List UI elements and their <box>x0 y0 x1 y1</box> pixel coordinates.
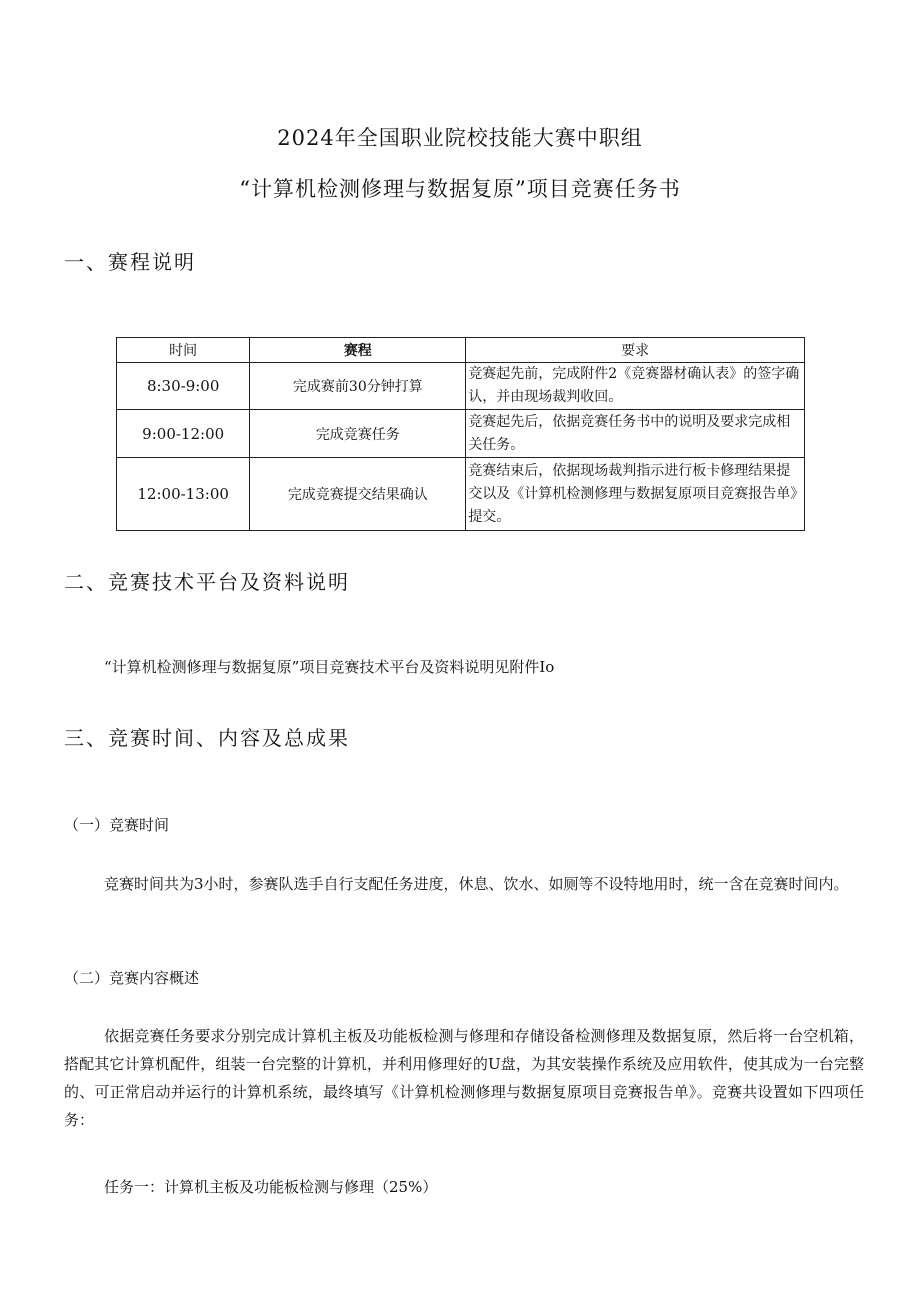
section3-heading: 三、竞赛时间、内容及总成果 <box>64 726 350 750</box>
doc-title-line2: “计算机检测修理与数据复原”项目竞赛任务书 <box>239 177 681 201</box>
sub2-paragraph: 依据竞赛任务要求分别完成计算机主板及功能板检测与修理和存储设备检测修理及数据复原，然后将一台空机箱，搭配其它计算机配件，组装一台完整的计算机，并利用修理好的U盘，为其安装操作系统及应用软件，使其成为一台完整的、可正常启动并运行的计算机系统，最终填写《计算机检测修理与数据复原项目竞赛报告单》。竞赛共设置如下四项任务： <box>64 1027 864 1129</box>
header-requirement: 要求 <box>466 338 805 363</box>
sub1-heading: （一）竞赛时间 <box>64 816 170 834</box>
row-requirement: 竞赛起先前，完成附件2《竞赛器材确认表》的签字确认，并由现场裁判收回。 <box>466 363 805 410</box>
row-requirement: 竞赛起先后，依据竞赛任务书中的说明及要求完成相关任务。 <box>466 410 805 458</box>
header-time: 时间 <box>117 338 250 363</box>
row-time: 8:30-9:00 <box>117 363 250 410</box>
row-time: 12:00-13:00 <box>117 458 250 531</box>
section2-text: “计算机检测修理与数据复原”项目竞赛技术平台及资料说明见附件Io <box>104 658 555 676</box>
row-requirement: 竞赛结束后，依据现场裁判指示进行板卡修理结果提交以及《计算机检测修理与数据复原项目竞赛报告单》提交。 <box>466 458 805 531</box>
schedule-table <box>116 337 805 531</box>
row-time: 9:00-12:00 <box>117 410 250 458</box>
sub1-paragraph: 竞赛时间共为3小时，参赛队选手自行支配任务进度，休息、饮水、如厕等不设特地用时，统一含在竞赛时间内。 <box>104 875 849 893</box>
task1-line: 任务一：计算机主板及功能板检测与修理（25%） <box>104 1178 438 1196</box>
doc-title-line1: 2024年全国职业院校技能大赛中职组 <box>277 126 643 150</box>
row-stage: 完成竞赛任务 <box>250 410 466 458</box>
row-stage: 完成竞赛提交结果确认 <box>250 458 466 531</box>
table-row <box>117 458 805 531</box>
table-row <box>117 410 805 458</box>
schedule-header-row <box>117 338 805 363</box>
table-row <box>117 363 805 410</box>
row-stage: 完成赛前30分钟打算 <box>250 363 466 410</box>
header-stage: 赛程 <box>250 338 466 363</box>
sub2-heading: （二）竞赛内容概述 <box>64 969 200 987</box>
section2-heading: 二、竞赛技术平台及资料说明 <box>64 570 350 594</box>
section1-heading: 一、赛程说明 <box>64 250 196 274</box>
